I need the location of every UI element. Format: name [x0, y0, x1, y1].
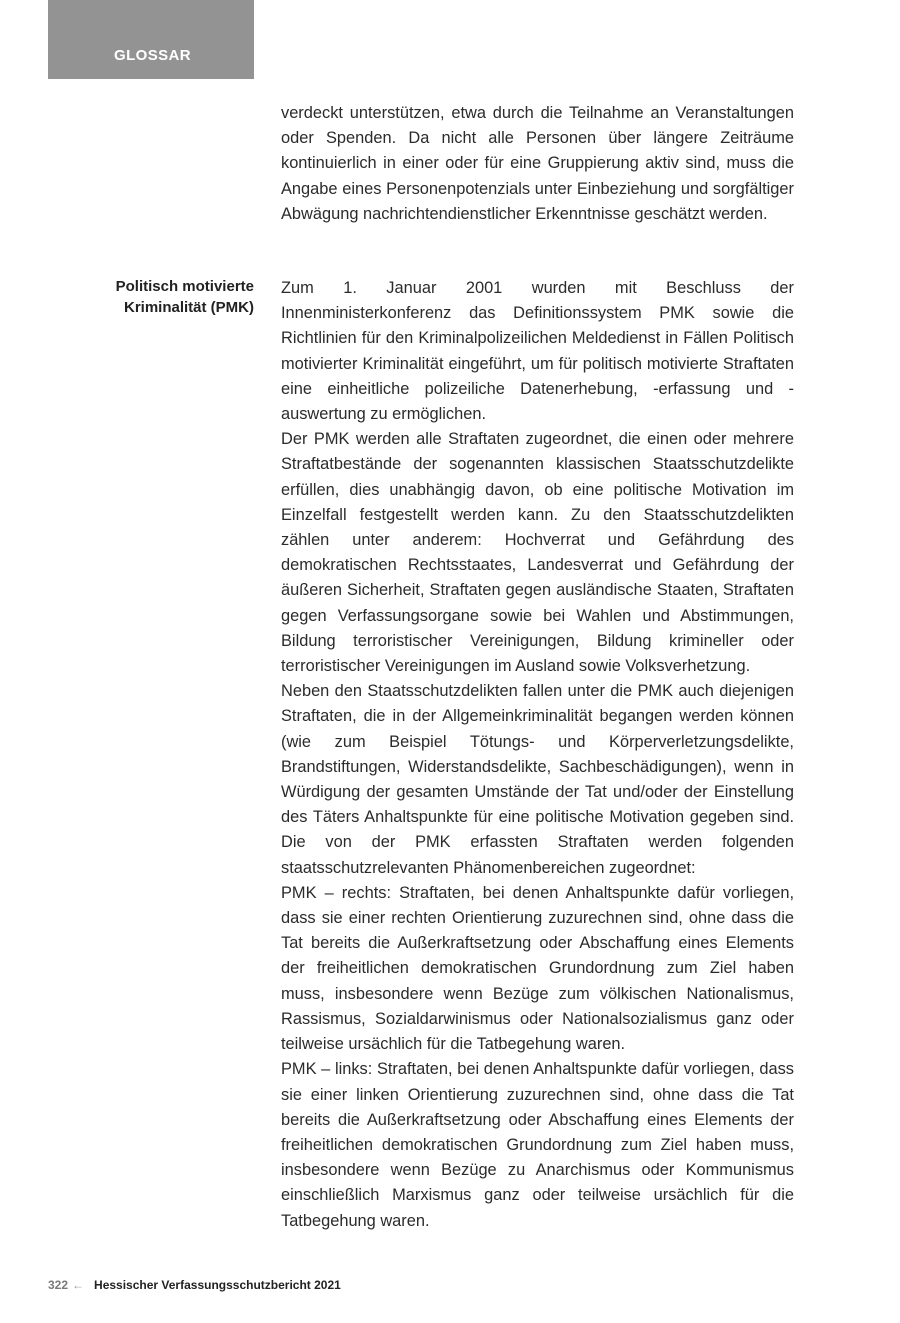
- publication-title: Hessischer Verfassungsschutzbericht 2021: [94, 1278, 341, 1292]
- definition-paragraph: Neben den Staatsschutzdelikten fallen unter die PMK auch diejenigen Straftaten, die in der Allgemeinkriminalität begangen werden können (wie zum Beispiel Tötungs- und Körperverletzungsdelikte, Brandstiftungen, Widerstandsdelikte, Sachbeschädigungen), wenn in Würdigung der gesamten Umstände der Tat und/oder der Einstellung des Täters Anhaltspunkte für eine politische Motivation gegeben sind. Die von der PMK erfassten Straftaten werden folgenden staatsschutzrelevanten Phänomenbereichen zugeordnet:: [281, 682, 794, 877]
- section-tab-label: GLOSSAR: [114, 47, 191, 64]
- glossary-term: [60, 276, 254, 318]
- definition-paragraph: PMK – links: Straftaten, bei denen Anhaltspunkte dafür vorliegen, dass sie einer linken Orientierung zuzurechnen sind, ohne dass die Tat bereits die Außerkraftsetzung oder Abschaffung eines Elements der freiheitlichen demokratischen Grundordnung zum Ziel haben muss, insbesondere wenn Bezüge zu Anarchismus oder Kommunismus einschließlich Marxismus ganz oder teilweise ursächlich für die Tatbegehung waren.: [281, 1060, 794, 1230]
- definition-paragraph: Zum 1. Januar 2001 wurden mit Beschluss der Innenministerkonferenz das Definitionssystem PMK sowie die Richtlinien für den Kriminalpolizeilichen Meldedienst in Fällen Politisch motivierter Kriminalität eingeführt, um für politisch motivierte Straftaten eine einheitliche polizeiliche Datenerhebung, -erfassung und -auswertung zu ermöglichen.: [281, 279, 794, 424]
- glossary-term-line1: Politisch motivierte: [115, 278, 254, 295]
- left-arrow-icon[interactable]: ←: [72, 1278, 85, 1292]
- intro-paragraph: verdeckt unterstützen, etwa durch die Teilnahme an Veranstaltungen oder Spenden. Da nicht alle Personen über längere Zeiträume kontinuierlich in einer oder für eine Gruppierung aktiv sind, muss die Angabe eines Personenpotenzials unter Einbeziehung und sorgfältiger Abwägung nachrichtendienstlicher Erkenntnisse geschätzt werden.: [281, 104, 794, 223]
- intro-paragraph-block: [281, 101, 794, 227]
- page-number: 322: [48, 1278, 69, 1292]
- definition-paragraph: Der PMK werden alle Straftaten zugeordnet, die einen oder mehrere Straftatbestände der sogenannten klassischen Staatsschutzdelikte erfüllen, dies unabhängig davon, ob eine politische Motivation im Einzelfall festgestellt werden kann. Zu den Staatsschutzdelikten zählen unter anderem: Hochverrat und Gefährdung des demokratischen Rechtsstaates, Landesverrat und Gefährdung der äußeren Sicherheit, Straftaten gegen ausländische Staaten, Straftaten gegen Verfassungsorgane sowie bei Wahlen und Abstimmungen, Bildung terroristischer Vereinigungen, Bildung krimineller oder terroristischer Vereinigungen im Ausland sowie Volksverhetzung.: [281, 430, 794, 676]
- section-tab: [48, 0, 254, 79]
- glossary-definition: [281, 276, 794, 1234]
- glossary-term-line2: Kriminalität (PMK): [123, 299, 254, 316]
- definition-paragraph: PMK – rechts: Straftaten, bei denen Anhaltspunkte dafür vorliegen, dass sie einer rechten Orientierung zuzurechnen sind, ohne dass die Tat bereits die Außerkraftsetzung oder Abschaffung eines Elements der freiheitlichen demokratischen Grundordnung zum Ziel haben muss, insbesondere wenn Bezüge zum völkischen Nationalismus, Rassismus, Sozialdarwinismus oder Nationalsozialismus ganz oder teilweise ursächlich für die Tatbegehung waren.: [281, 883, 794, 1054]
- page-footer: [48, 1278, 341, 1292]
